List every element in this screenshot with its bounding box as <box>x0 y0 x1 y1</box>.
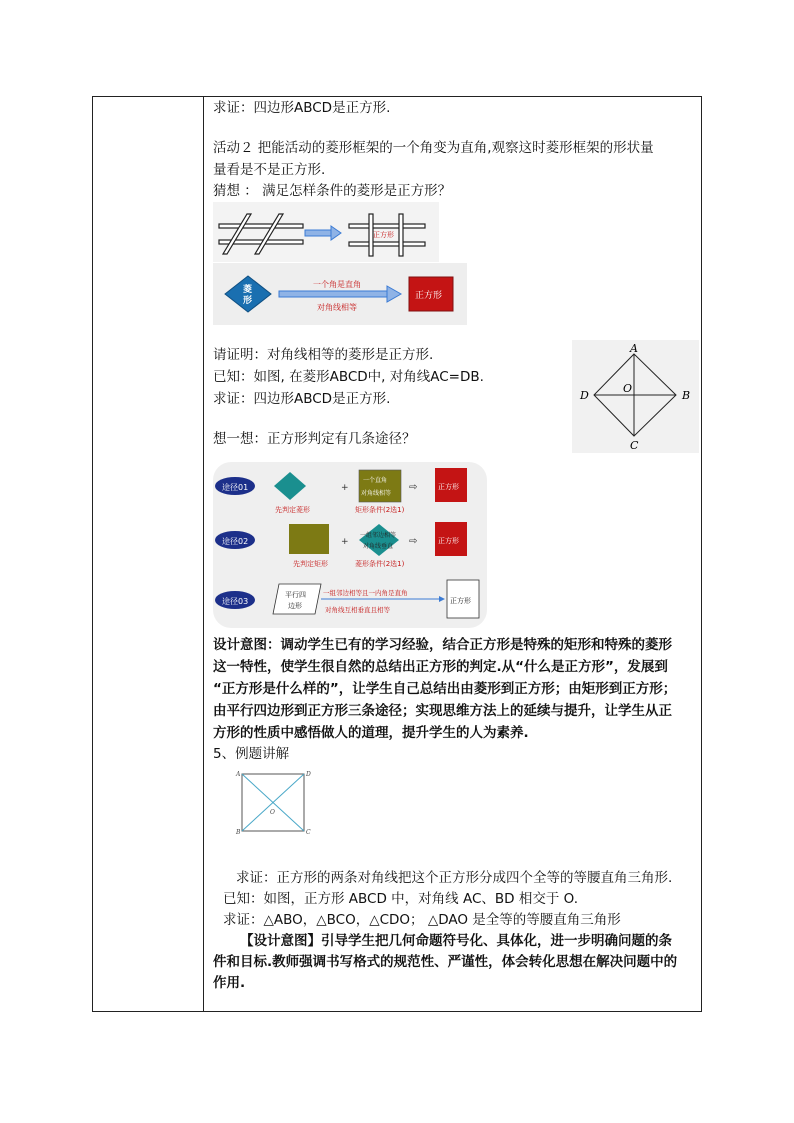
think-line: 想一想：正方形判定有几条途径？ <box>213 431 416 447</box>
path3-condition-2: 对角线互相垂直且相等 <box>325 606 390 614</box>
rhombus-label-1: 菱 <box>243 285 253 295</box>
rhombus-abcd-bg <box>572 340 699 453</box>
design1-line-b: 这一特性，使学生很自然的总结出正方形的判定.从“什么是正方形”，发展到 <box>213 659 668 675</box>
design2-line-c: 作用. <box>213 975 246 991</box>
path2-caption-right: 菱形条件(2选1) <box>355 560 405 568</box>
design1-line-c: “正方形是什么样的”，让学生自己总结出由菱形到正方形；由矩形到正方形； <box>213 681 677 697</box>
prove-line-1: 求证：四边形ABCD是正方形. <box>213 100 391 116</box>
square-abcd-figure <box>234 768 314 836</box>
path1-plus: + <box>341 483 349 493</box>
path3-result-label: 正方形 <box>450 597 471 605</box>
path2-arrow-icon: ⇨ <box>409 536 418 547</box>
rhombus-abcd-figure <box>572 340 699 453</box>
condition-right-angle: 一个角是直角 <box>313 280 361 289</box>
column-divider <box>203 97 204 1011</box>
path1-result-label: 正方形 <box>438 483 459 491</box>
design1-line-e: 方形的性质中感悟做人的道理，提升学生的人为素养. <box>213 725 529 741</box>
frame-square-label: 正方形 <box>373 231 394 239</box>
path3-label: 途径03 <box>222 597 249 606</box>
center-o-label: O <box>623 382 633 395</box>
path1-arrow-icon: ⇨ <box>409 482 418 493</box>
example-known-line: 已知：如图，正方形 ABCD 中，对角线 AC、BD 相交于 O. <box>223 891 578 907</box>
activity2-line-b: 量看是不是正方形. <box>213 162 326 178</box>
path2-label: 途径02 <box>222 537 249 546</box>
rhombus-to-square-figure <box>213 263 467 325</box>
path2-result-label: 正方形 <box>438 537 459 545</box>
path1-caption-right: 矩形条件(2选1) <box>355 506 405 514</box>
path3-para-line2: 边形 <box>288 602 302 610</box>
path1-rect-box <box>359 470 401 502</box>
activity2-line-a: 活动２ 把能活动的菱形框架的一个角变为直角,观察这时菱形框架的形状量 <box>213 140 654 156</box>
prove-line-2: 求证：四边形ABCD是正方形. <box>213 391 391 407</box>
path3-condition-1: 一组邻边相等且一内角是直角 <box>323 589 408 597</box>
square-vertex-a: A <box>236 771 241 778</box>
design2-line-b: 件和目标.教师强调书写格式的规范性、严谨性，体会转化思想在解决问题中的 <box>213 954 678 970</box>
vertex-c-label: C <box>630 439 639 452</box>
guess-line: 猜想 ： 满足怎样条件的菱形是正方形？ <box>213 183 452 199</box>
path1-label: 途径01 <box>222 483 249 492</box>
path2-plus: + <box>341 537 349 547</box>
path2-box-line2: 对角线垂直 <box>363 543 394 550</box>
vertex-a-label: A <box>630 342 638 355</box>
path1-caption-left: 先判定菱形 <box>275 506 310 514</box>
design2-line-a: 【设计意图】引导学生把几何命题符号化、具体化，进一步明确问题的条 <box>240 933 672 949</box>
path1-box-line1: 一个直角 <box>363 477 388 484</box>
path2-box-line1: 一组邻边相等 <box>360 532 397 539</box>
square-result-label: 正方形 <box>415 291 443 301</box>
example-prove-line-2: 求证：△ABO，△BCO，△CDO； △DAO 是全等的等腰直角三角形 <box>223 912 621 928</box>
frame-figure <box>213 202 439 262</box>
condition-equal-diagonals: 对角线相等 <box>317 303 357 312</box>
known-line-1: 已知：如图, 在菱形ABCD中, 对角线AC=DB. <box>213 369 484 385</box>
design1-line-a: 设计意图：调动学生已有的学习经验，结合正方形是特殊的矩形和特殊的菱形 <box>213 637 672 653</box>
square-center-o: O <box>270 809 275 816</box>
vertex-b-label: B <box>682 389 691 402</box>
example-heading: 5、例题讲解 <box>213 746 290 762</box>
example-prove-line: 求证：正方形的两条对角线把这个正方形分成四个全等的等腰直角三角形. <box>236 870 673 886</box>
path3-para-line1: 平行四 <box>285 591 306 599</box>
square-vertex-c: C <box>306 829 311 836</box>
three-paths-figure <box>213 462 487 628</box>
design1-line-d: 由平行四边形到正方形三条途径；实现思维方法上的延续与提升，让学生从正 <box>213 703 672 719</box>
please-prove-line: 请证明：对角线相等的菱形是正方形. <box>213 347 434 363</box>
path2-rectangle <box>289 524 329 554</box>
rhombus-label-2: 形 <box>243 296 253 306</box>
vertex-d-label: D <box>580 389 589 402</box>
path1-box-line2: 对角线相等 <box>361 490 392 497</box>
square-vertex-b: B <box>236 829 241 836</box>
path2-caption-left: 先判定矩形 <box>293 560 328 568</box>
square-vertex-d: D <box>306 771 311 778</box>
